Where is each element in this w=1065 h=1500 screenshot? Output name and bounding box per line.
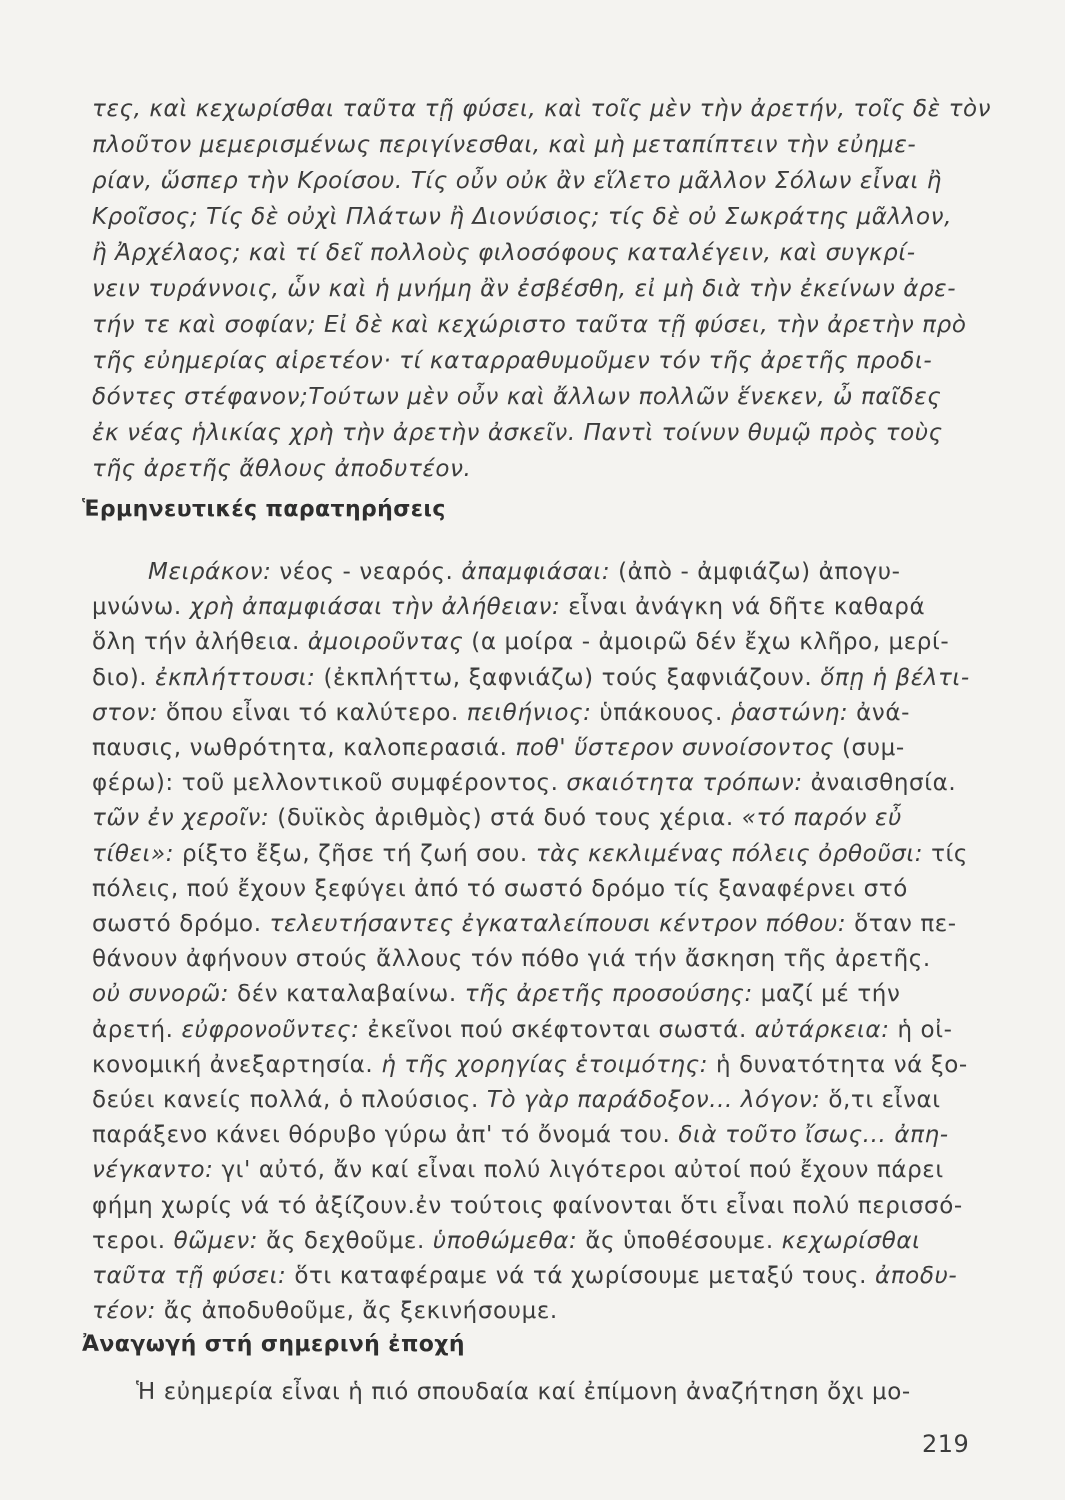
note-gloss: παράξενο κάνει θόρυβο γύρω ἀπ' τό ὄνομά του.	[92, 1122, 679, 1149]
note-line	[92, 977, 972, 1011]
note-line	[92, 625, 972, 659]
note-gloss: ἄς ἀποδυθοῦμε, ἄς ξεκινήσουμε.	[155, 1298, 558, 1325]
page-number: 219	[922, 1430, 970, 1458]
note-gloss: μαζί μέ τήν	[752, 981, 901, 1008]
note-gloss: ὅλη τήν ἀλήθεια.	[92, 629, 308, 656]
note-gloss: ἐκεῖνοι πού σκέφτονται σωστά.	[359, 1016, 755, 1043]
note-gloss: (συμ-	[834, 735, 905, 761]
note-term: εὐφρονοῦντες:	[181, 1016, 360, 1043]
note-gloss: ἀνά-	[848, 699, 911, 726]
note-line	[92, 1118, 972, 1152]
note-gloss: θάνουν ἀφήνουν στούς ἄλλους τόν πόθο γιά τήν ἄσκηση τῆς ἀρετῆς.	[92, 946, 931, 973]
passage-line: τες, καὶ κεχωρίσθαι ταῦτα τῇ φύσει, καὶ τοῖς μὲν τὴν ἀρετήν, τοῖς δὲ τὸν	[92, 96, 992, 122]
note-term: ἡ τῆς χορηγίας ἑτοιμότης:	[381, 1051, 709, 1078]
note-term: ἀποδυ-	[874, 1263, 958, 1289]
note-gloss: (δυϊκὸς ἀριθμὸς) στά δυό τους χέρια.	[269, 805, 742, 832]
passage-line: τήν τε καὶ σοφίαν; Εἰ δὲ καὶ κεχώριστο ταῦτα τῇ φύσει, τὴν ἀρετὴν πρὸ	[92, 312, 967, 338]
passage-line: δόντες στέφανον;Τούτων μὲν οὖν καὶ ἄλλων πολλῶν ἕνεκεν, ὦ παῖδες	[92, 384, 942, 410]
note-line	[92, 1259, 972, 1293]
note-term: ῥαστώνη:	[730, 699, 849, 726]
note-term: ἐκπλήττουσι:	[155, 664, 316, 691]
passage-line: τῆς εὐημερίας αἱρετέον· τί καταρραθυμοῦμεν τόν τῆς ἀρετῆς προδι-	[92, 348, 933, 374]
passage-line: ἢ Ἀρχέλαος; καὶ τί δεῖ πολλοὺς φιλοσόφους καταλέγειν, καὶ συγκρί-	[92, 240, 916, 266]
note-gloss: πόλεις, πού ἔχουν ξεφύγει ἀπό τό σωστό δρόμο τίς ξαναφέρνει στό	[92, 875, 908, 902]
note-term: νέγκαντο:	[92, 1157, 214, 1184]
note-line	[92, 1153, 972, 1187]
note-line	[92, 1189, 972, 1223]
note-gloss: φήμη χωρίς νά τό ἀξίζουν.	[92, 1192, 416, 1219]
note-line	[92, 1048, 972, 1082]
note-gloss: σωστό δρόμο.	[92, 911, 270, 937]
note-line	[92, 1013, 972, 1047]
note-gloss: φαίνονται ὅτι εἶναι πολύ περισσό-	[544, 1192, 963, 1219]
note-line	[92, 1294, 972, 1328]
note-gloss: ἐν τούτοις	[415, 1192, 545, 1219]
note-gloss: ὑπάκουος.	[591, 699, 731, 726]
note-gloss: ὅτι καταφέραμε νά τά χωρίσουμε μεταξύ τους.	[286, 1263, 875, 1289]
note-gloss: τεροι.	[92, 1227, 174, 1254]
note-gloss: ἀρετή.	[92, 1016, 182, 1043]
note-gloss: ἀναισθησία.	[802, 770, 957, 797]
note-gloss: (α μοίρα - ἀμοιρῶ δέν ἔχω κλῆρο, μερί-	[463, 629, 950, 656]
section-heading-modern-relevance: Ἀναγωγή στή σημερινή ἐποχή	[82, 1332, 465, 1357]
note-gloss: φέρω): τοῦ μελλοντικοῦ συμφέροντος.	[92, 770, 567, 797]
note-term: τὰς κεκλιμένας πόλεις ὀρθοῦσι:	[535, 840, 924, 867]
note-term: τῆς ἀρετῆς προσούσης:	[464, 981, 753, 1008]
note-term: τέον:	[92, 1298, 156, 1325]
note-line	[92, 1083, 972, 1117]
note-term: αὐτάρκεια:	[754, 1016, 890, 1043]
note-term: ἀμοιροῦντας	[307, 629, 464, 656]
note-term: χρὴ ἀπαμφιάσαι τὴν ἀλήθειαν:	[189, 594, 561, 621]
note-gloss: (ἀπὸ - ἀμφιάζω) ἀπογυ-	[610, 559, 901, 585]
note-term: τίθει»:	[92, 840, 175, 867]
note-term: κεχωρίσθαι	[781, 1227, 921, 1254]
note-term: ὅπῃ ἡ βέλτι-	[820, 664, 970, 691]
note-line	[148, 555, 972, 589]
note-term: διὰ τοῦτο ἴσως... ἀπη-	[678, 1122, 949, 1149]
note-gloss: διο).	[92, 664, 156, 691]
section-heading-interpretive-notes: Ἑρμηνευτικές παρατηρήσεις	[82, 497, 446, 522]
note-gloss: ὅταν πε-	[846, 911, 957, 937]
note-line	[92, 731, 972, 765]
closing-paragraph-line: Ἡ εὐημερία εἶναι ἡ πιό σπουδαία καί ἐπίμονη ἀναζήτηση ὄχι μο-	[136, 1379, 911, 1405]
note-gloss: δεύει κανείς πολλά, ὁ πλούσιος.	[92, 1087, 487, 1113]
passage-line: ρίαν, ὥσπερ τὴν Κροίσου. Τίς οὖν οὐκ ἂν εἵλετο μᾶλλον Σόλων εἶναι ἢ	[92, 168, 942, 194]
note-gloss: ὅ,τι εἶναι	[820, 1087, 941, 1113]
note-line	[92, 1224, 972, 1258]
note-term: τελευτήσαντες ἐγκαταλείπουσι κέντρον πόθου:	[269, 911, 847, 937]
note-gloss: ἡ οἰ-	[889, 1016, 953, 1043]
note-term: «τό παρόν εὖ	[741, 805, 902, 832]
note-term: σκαιότητα τρόπων:	[566, 770, 803, 797]
passage-line: τῆς ἀρετῆς ἄθλους ἀποδυτέον.	[92, 456, 472, 482]
note-term: ὑποθώμεθα:	[432, 1227, 578, 1254]
note-line	[92, 872, 972, 906]
note-term: οὐ συνορῶ:	[92, 981, 230, 1008]
note-gloss: ὅπου εἶναι τό καλύτερο.	[158, 699, 467, 726]
note-gloss: ἡ δυνατότητα νά ξο-	[708, 1051, 968, 1078]
note-gloss: ἄς δεχθοῦμε.	[258, 1227, 433, 1254]
note-gloss: εἶναι ἀνάγκη νά δῆτε καθαρά	[560, 594, 926, 621]
note-term: Τὸ γὰρ παράδοξον... λόγον:	[486, 1087, 821, 1113]
note-term: τῶν ἐν χεροῖν:	[92, 805, 270, 832]
note-term: ποθ' ὕστερον συνοίσοντος	[515, 735, 835, 761]
note-gloss: μνώνω.	[92, 594, 190, 621]
note-term: ταῦτα τῇ φύσει:	[92, 1263, 287, 1289]
note-line	[92, 661, 972, 695]
note-term: Μειράκον:	[148, 559, 272, 585]
note-term: πειθήνιος:	[466, 699, 592, 726]
note-line	[92, 766, 972, 800]
note-line	[92, 942, 972, 976]
note-line	[92, 801, 972, 835]
note-line	[92, 907, 972, 941]
note-term: στον:	[92, 699, 159, 726]
note-line	[92, 837, 972, 871]
note-term: θῶμεν:	[173, 1227, 259, 1254]
passage-line: πλοῦτον μεμερισμένως περιγίνεσθαι, καὶ μὴ μεταπίπτειν τὴν εὐημε-	[92, 132, 917, 158]
note-line	[92, 696, 972, 730]
note-gloss: κονομική ἀνεξαρτησία.	[92, 1051, 382, 1078]
passage-line: Κροῖσος; Τίς δὲ οὐχὶ Πλάτων ἢ Διονύσιος; τίς δὲ οὐ Σωκράτης μᾶλλον,	[92, 204, 952, 230]
note-term: ἀπαμφιάσαι:	[461, 559, 611, 585]
passage-line: ἐκ νέας ἡλικίας χρὴ τὴν ἀρετὴν ἀσκεῖν. Παντὶ τοίνυν θυμῷ πρὸς τοὺς	[92, 420, 943, 446]
note-gloss: ἄς ὑποθέσουμε.	[577, 1227, 782, 1254]
note-gloss: ρίξτο ἔξω, ζῆσε τή ζωή σου.	[174, 840, 536, 867]
note-gloss: γι' αὐτό, ἄν καί εἶναι πολύ λιγότεροι αὐτοί πού ἔχουν πάρει	[213, 1157, 944, 1184]
note-gloss: (ἐκπλήττω, ξαφνιάζω) τούς ξαφνιάζουν.	[315, 664, 821, 691]
note-gloss: δέν καταλαβαίνω.	[229, 981, 465, 1008]
note-gloss: παυσις, νωθρότητα, καλοπερασιά.	[92, 735, 516, 761]
note-gloss: νέος - νεαρός.	[271, 559, 462, 585]
note-line	[92, 590, 972, 624]
passage-line: νειν τυράννοις, ὧν καὶ ἡ μνήμη ἂν ἐσβέσθη, εἰ μὴ διὰ τὴν ἐκείνων ἀρε-	[92, 276, 957, 302]
note-gloss: τίς	[923, 840, 969, 867]
